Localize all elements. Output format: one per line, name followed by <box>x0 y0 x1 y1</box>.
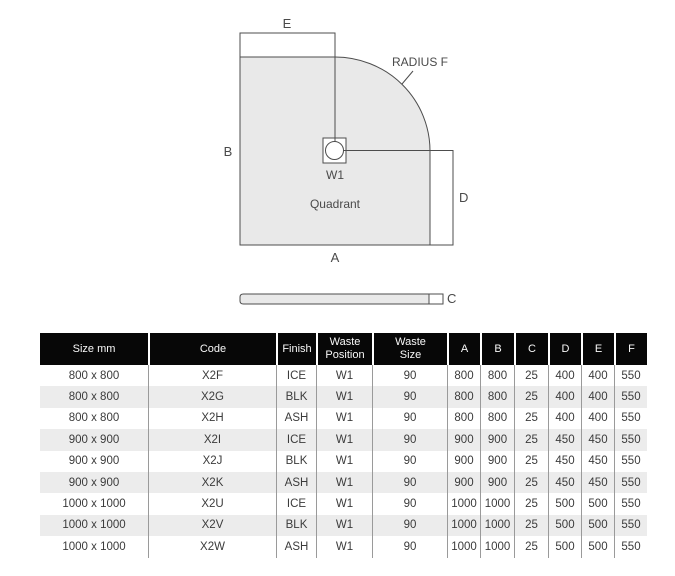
cell-code: X2I <box>148 429 276 450</box>
cell-b: 800 <box>480 408 514 429</box>
cell-c: 25 <box>514 493 548 514</box>
label-e: E <box>282 16 292 31</box>
cell-c: 25 <box>514 472 548 493</box>
cell-waste-size: 90 <box>372 493 447 514</box>
dim-bracket-e <box>240 33 335 57</box>
table-body <box>40 365 647 558</box>
cell-e: 500 <box>581 493 614 514</box>
cell-d: 400 <box>548 386 581 407</box>
cell-f: 550 <box>614 429 647 450</box>
radius-leader-line <box>402 71 413 84</box>
table-row <box>40 408 647 429</box>
label-b: B <box>223 144 233 159</box>
cell-d: 450 <box>548 429 581 450</box>
cell-finish: ICE <box>276 493 316 514</box>
table-header <box>40 333 647 365</box>
cell-code: X2U <box>148 493 276 514</box>
column-header-finish: Finish <box>276 333 316 365</box>
column-header-size: Size mm <box>40 333 148 365</box>
cell-e: 450 <box>581 472 614 493</box>
cell-finish: ASH <box>276 472 316 493</box>
header-row <box>40 333 647 365</box>
cell-waste-size: 90 <box>372 408 447 429</box>
column-header-waste-position: Waste Position <box>316 333 372 365</box>
column-header-d: D <box>548 333 581 365</box>
cell-a: 1000 <box>447 493 480 514</box>
spec-table <box>40 333 647 558</box>
cell-size: 1000 x 1000 <box>40 515 148 536</box>
label-radius-f: RADIUS F <box>391 55 449 69</box>
cell-waste-position: W1 <box>316 386 372 407</box>
cell-waste-size: 90 <box>372 429 447 450</box>
cell-finish: ICE <box>276 429 316 450</box>
cell-d: 450 <box>548 472 581 493</box>
cell-finish: ICE <box>276 365 316 386</box>
cell-waste-position: W1 <box>316 536 372 557</box>
cell-b: 900 <box>480 429 514 450</box>
cell-b: 900 <box>480 472 514 493</box>
cell-waste-position: W1 <box>316 408 372 429</box>
cell-e: 500 <box>581 536 614 557</box>
cell-finish: ASH <box>276 536 316 557</box>
cell-c: 25 <box>514 451 548 472</box>
table-row <box>40 515 647 536</box>
cell-a: 1000 <box>447 536 480 557</box>
cell-c: 25 <box>514 536 548 557</box>
cell-c: 25 <box>514 386 548 407</box>
cell-finish: BLK <box>276 515 316 536</box>
table-row <box>40 429 647 450</box>
cell-d: 400 <box>548 408 581 429</box>
cell-f: 550 <box>614 386 647 407</box>
cell-e: 400 <box>581 365 614 386</box>
side-profile-bar <box>240 294 443 304</box>
cell-finish: ASH <box>276 408 316 429</box>
side-profile-end-cap <box>429 294 443 304</box>
cell-f: 550 <box>614 472 647 493</box>
cell-d: 450 <box>548 451 581 472</box>
table-row <box>40 451 647 472</box>
cell-e: 450 <box>581 429 614 450</box>
cell-e: 450 <box>581 451 614 472</box>
label-quadrant: Quadrant <box>309 197 361 211</box>
column-header-f: F <box>614 333 647 365</box>
label-a: A <box>330 250 340 265</box>
cell-b: 800 <box>480 365 514 386</box>
cell-f: 550 <box>614 536 647 557</box>
dim-bracket-d <box>430 151 453 246</box>
cell-a: 800 <box>447 408 480 429</box>
cell-f: 550 <box>614 493 647 514</box>
cell-code: X2H <box>148 408 276 429</box>
cell-waste-size: 90 <box>372 386 447 407</box>
cell-b: 900 <box>480 451 514 472</box>
column-header-waste-size: Waste Size <box>372 333 447 365</box>
cell-f: 550 <box>614 451 647 472</box>
cell-waste-size: 90 <box>372 365 447 386</box>
column-header-code: Code <box>148 333 276 365</box>
cell-waste-position: W1 <box>316 515 372 536</box>
cell-d: 400 <box>548 365 581 386</box>
column-header-a: A <box>447 333 480 365</box>
label-c: C <box>447 291 457 306</box>
cell-a: 800 <box>447 386 480 407</box>
cell-c: 25 <box>514 365 548 386</box>
cell-d: 500 <box>548 536 581 557</box>
cell-code: X2K <box>148 472 276 493</box>
cell-waste-position: W1 <box>316 365 372 386</box>
cell-e: 400 <box>581 386 614 407</box>
cell-f: 550 <box>614 515 647 536</box>
cell-code: X2F <box>148 365 276 386</box>
cell-b: 800 <box>480 386 514 407</box>
label-d: D <box>459 190 469 205</box>
cell-size: 1000 x 1000 <box>40 536 148 557</box>
cell-b: 1000 <box>480 536 514 557</box>
cell-waste-size: 90 <box>372 472 447 493</box>
column-header-c: C <box>514 333 548 365</box>
cell-waste-position: W1 <box>316 472 372 493</box>
table-row <box>40 386 647 407</box>
cell-a: 900 <box>447 472 480 493</box>
cell-finish: BLK <box>276 386 316 407</box>
cell-size: 1000 x 1000 <box>40 493 148 514</box>
cell-d: 500 <box>548 515 581 536</box>
cell-a: 800 <box>447 365 480 386</box>
cell-d: 500 <box>548 493 581 514</box>
table-row <box>40 365 647 386</box>
label-w1: W1 <box>326 168 344 182</box>
cell-waste-size: 90 <box>372 515 447 536</box>
cell-waste-size: 90 <box>372 536 447 557</box>
table-row <box>40 536 647 557</box>
cell-waste-position: W1 <box>316 451 372 472</box>
cell-size: 900 x 900 <box>40 451 148 472</box>
cell-b: 1000 <box>480 515 514 536</box>
cell-code: X2W <box>148 536 276 557</box>
cell-f: 550 <box>614 408 647 429</box>
cell-code: X2J <box>148 451 276 472</box>
cell-size: 900 x 900 <box>40 472 148 493</box>
cell-waste-size: 90 <box>372 451 447 472</box>
cell-b: 1000 <box>480 493 514 514</box>
waste-circle <box>326 142 344 160</box>
table-row <box>40 472 647 493</box>
cell-finish: BLK <box>276 451 316 472</box>
cell-size: 800 x 800 <box>40 365 148 386</box>
cell-code: X2V <box>148 515 276 536</box>
cell-size: 800 x 800 <box>40 408 148 429</box>
cell-code: X2G <box>148 386 276 407</box>
cell-waste-position: W1 <box>316 429 372 450</box>
cell-e: 400 <box>581 408 614 429</box>
column-header-e: E <box>581 333 614 365</box>
cell-c: 25 <box>514 429 548 450</box>
cell-a: 1000 <box>447 515 480 536</box>
column-header-b: B <box>480 333 514 365</box>
cell-c: 25 <box>514 408 548 429</box>
cell-e: 500 <box>581 515 614 536</box>
cell-waste-position: W1 <box>316 493 372 514</box>
table-row <box>40 493 647 514</box>
cell-size: 900 x 900 <box>40 429 148 450</box>
cell-c: 25 <box>514 515 548 536</box>
cell-size: 800 x 800 <box>40 386 148 407</box>
cell-a: 900 <box>447 429 480 450</box>
cell-f: 550 <box>614 365 647 386</box>
cell-a: 900 <box>447 451 480 472</box>
